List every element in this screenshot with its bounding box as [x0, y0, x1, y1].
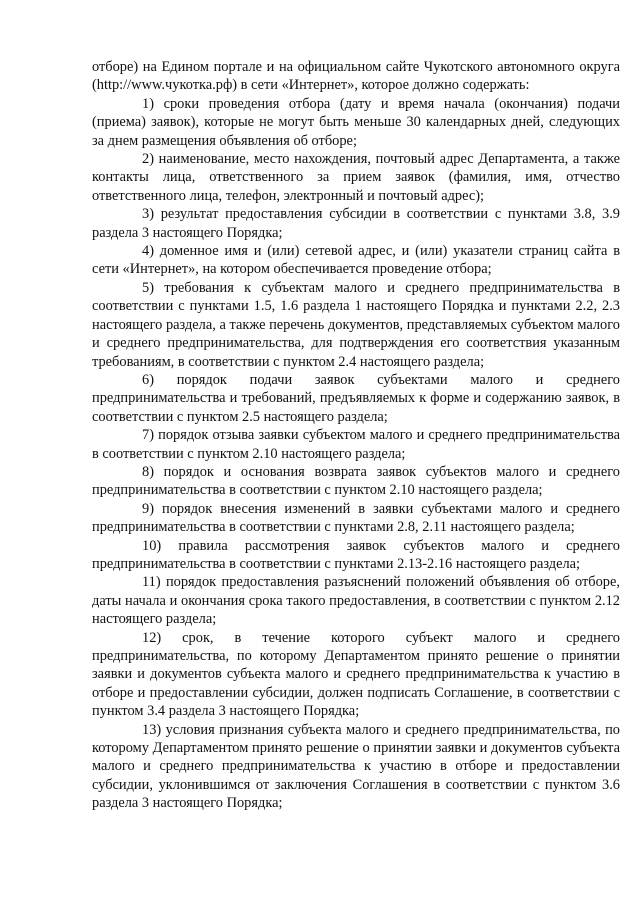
paragraph-item-9: 9) порядок внесения изменений в заявки субъектами малого и среднего предпринимательства в соответствии с пунктами 2.8, 2.11 настоящего раздела;	[92, 500, 620, 536]
paragraph-item-11: 11) порядок предоставления разъяснений положений объявления об отборе, даты начала и окончания срока такого предоставления, в соответствии с пунктом 2.12 настоящего раздела;	[92, 574, 620, 628]
paragraph-item-6: 6) порядок подачи заявок субъектами малого и среднего предпринимательства и требований, предъявляемых к форме и содержанию заявок, в соответствии с пунктом 2.5 настоящего раздела;	[92, 371, 620, 425]
paragraph-item-5: 5) требования к субъектам малого и среднего предпринимательства в соответствии с пунктами 1.5, 1.6 раздела 1 настоящего Порядка и пунктами 2.2, 2.3 настоящего раздела, а также перечень документов, представляемых субъектом малого и среднего предпринимательства, для подтверждения его соответствия указанным требованиям, в соответствии с пунктом 2.4 настоящего раздела;	[92, 279, 620, 370]
paragraph-item-10: 10) правила рассмотрения заявок субъектов малого и среднего предпринимательства в соответствии с пунктами 2.13-2.16 настоящего раздела;	[92, 537, 620, 572]
paragraph-item-13: 13) условия признания субъекта малого и среднего предпринимательства, по которому Департаментом принято решение о принятии заявки и документов субъекта малого и среднего предпринимательства к участию в отборе и предоставлении субсидии, уклонившимся от заключения Соглашения в соответствии с пунктом 3.6 раздела 3 настоящего Порядка;	[92, 721, 620, 812]
paragraph-intro: отборе) на Едином портале и на официальном сайте Чукотского автономного округа (http://www.чукотка.рф) в сети «Интернет», которое должно содержать:	[92, 59, 620, 94]
paragraph-item-8: 8) порядок и основания возврата заявок субъектов малого и среднего предпринимательства в соответствии с пунктом 2.10 настоящего раздела;	[92, 463, 620, 499]
paragraph-item-12: 12) срок, в течение которого субъект малого и среднего предпринимательства, по которому Департаментом принято решение о принятии заявки и документов субъекта малого и среднего предпринимательства к участию в отборе и предоставлении субсидии, должен подписать Соглашение, в соответствии с пунктом 3.4 раздела 3 настоящего Порядка;	[92, 629, 620, 720]
paragraph-item-3: 3) результат предоставления субсидии в соответствии с пунктами 3.8, 3.9 раздела 3 настоящего Порядка;	[92, 206, 620, 241]
document-page	[92, 58, 620, 813]
paragraph-item-4: 4) доменное имя и (или) сетевой адрес, и (или) указатели страниц сайта в сети «Интернет», на котором обеспечивается проведение отбора;	[92, 243, 620, 278]
paragraph-item-1: 1) сроки проведения отбора (дату и время начала (окончания) подачи (приема) заявок), которые не могут быть меньше 30 календарных дней, следующих за днем размещения объявления об отборе;	[92, 95, 620, 149]
paragraph-item-7: 7) порядок отзыва заявки субъектом малого и среднего предпринимательства в соответствии с пунктом 2.10 настоящего раздела;	[92, 427, 620, 462]
paragraph-item-2: 2) наименование, место нахождения, почтовый адрес Департамента, а также контакты лица, ответственного за прием заявок (фамилия, имя, отчество ответственного лица, телефон, электронный и почтовый адрес);	[92, 151, 620, 204]
